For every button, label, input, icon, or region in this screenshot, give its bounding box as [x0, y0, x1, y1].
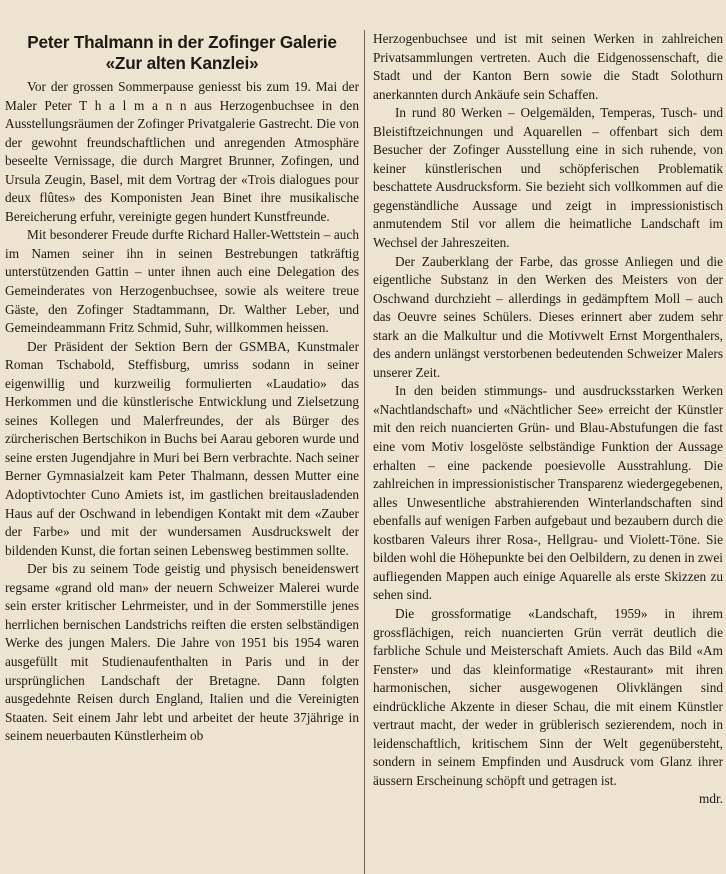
- headline-line-2: «Zur alten Kanzlei»: [105, 53, 259, 73]
- paragraph-collections: Herzogenbuchsee und ist mit seinen Werken in zahlreichen Privatsammlungen vertreten. Auch die Eidgenossenschaft, die Stadt und der Kanton Bern sowie die Stadt Solothurn anerkannten durch Ankäufe sein Schaffen.: [373, 31, 723, 102]
- paragraph-night-landscapes: In den beiden stimmungs- und ausdrucksstarken Werken «Nachtlandschaft» und «Nächtlicher See» erreicht der Künstler mit den reich nuancierten Grün- und Blau-Abstufungen die fast eine vom Motiv losgelöste selbständige Funktion der Aussage erhalten – eine packende poesievolle Ausstrahlung. Die zahlreichen in impressionistischer Transparenz wiedergegebenen, alles Unwesentliche abstrahierenden Winterlandschaften sind ebenfalls auf wenigen Farben aufgebaut und bezaubern durch die kostbaren Valeurs ihrer Rosa-, Hellgrau- und Violett-Töne. Sie bilden wohl die Höhepunkte bei den Oelbildern, zu denen in zwei aufliegenden Mappen auch einige Aquarelle als erste Skizzen zu sehen sind.: [373, 383, 723, 603]
- right-column: [369, 30, 723, 809]
- column-divider: [364, 30, 365, 874]
- article-headline: [5, 32, 359, 74]
- paragraph-welcome: Mit besonderer Freude durfte Richard Haller-Wettstein – auch im Namen seiner ihn in seinen Bestrebungen tatkräftig unterstützenden Gattin – unter ihnen auch eine Delegation des Gemeinderates von Herzogenbuchsee, sowie als weitere treue Gäste, den Zofinger Stadtammann, Dr. Walther Leber, und Gemeindeammann Fritz Schmid, Suhr, willkommen heissen.: [5, 227, 359, 336]
- paragraph-laudatio: Der Präsident der Sektion Bern der GSMBA, Kunstmaler Roman Tschabold, Steffisburg, umriss sodann in seiner eigenwillig und kurzweilig formulierten «Laudatio» das Herkommen und die künstlerische Entwicklung und Zielsetzung seines Kollegen und Malerfreundes, der als Bürger des zürcherischen Bertschikon in Buchs bei Aarau geboren wurde und seine ersten Jugendjahre in Muri bei Bern verbrachte. Nach seiner Berner Gymnasialzeit kam Peter Thalmann, dessen Mutter eine Adoptivtochter Cuno Amiets ist, im gastlichen breitausladenden Haus auf der Oschwand in lebendigen Kontakt mit dem «Zauber der Farbe» und mit der wundersamen Ausdruckswelt der bildenden Kunst, die fortan seinen Lebensweg bestimmen sollte.: [5, 338, 359, 558]
- paragraph-large-format: Die grossformatige «Landschaft, 1959» in ihrem grossflächigen, reich nuancierten Grün verrät deutlich die farbliche Schule und Meisterschaft Amiets. Auch das Bild «Am Fenster» und das kleinformatige «Restaurant» mit ihren harmonischen, sicher ausgewogenen Olivklängen sind eindrückliche Akzente in dieser Schau, die mit einem Künstler vertraut macht, der weder in grüblerisch sezierendem, noch in leidenschaftlich, kritischem Sinn der Welt gegenübersteht, sondern in seinem Empfinden und Ausdruck vom Glanz ihrer äussern Erscheinung schöpft und getragen ist.: [373, 605, 723, 788]
- headline-line-1: Peter Thalmann in der Zofinger Galerie: [27, 32, 337, 52]
- author-signature: mdr.: [698, 791, 723, 807]
- paragraph-colour: Der Zauberklang der Farbe, das grosse Anliegen und die eigentliche Substanz in den Werken des Meisters von der Oschwand durchzieht – allerdings in gedämpftem Moll – auch das Oeuvre seines Schülers. Dieses erinnert aber zudem sehr stark an die Malkultur und die Motivwelt Ernst Morgenthalers, des andern unlängst verstorbenen bedeutenden Schweizer Malers unserer Zeit.: [373, 253, 723, 380]
- paragraph-works: In rund 80 Werken – Oelgemälden, Temperas, Tusch- und Bleistiftzeichnungen und Aquarellen – offenbart sich dem Besucher der Zofinger Ausstellung eine in sich ruhende, von keiner künstlerischen und schöpferischen Problematik beschattete Ausdrucksform. Sie bezieht sich vollkommen auf die gegenständliche Aussage und zeigt in impressionistisch anmutendem Stil vor allem die heimatliche Landschaft im Wechsel der Jahreszeiten.: [373, 105, 723, 251]
- left-column-body: [5, 78, 359, 746]
- paragraph-intro: Vor der grossen Sommerpause geniesst bis zum 19. Mai der Maler Peter T h a l m a n n aus Herzogenbuchsee in den Ausstellungsräumen der Zofinger Privatgalerie Gastrecht. Die von der gewohnt freundschaftlichen und anregenden Atmosphäre beseelte Vernissage, die durch Margret Brunner, Zofingen, und Ursula Zeugin, Basel, mit dem Vortrag der «Trois dialogues pour deux flûtes» des Komponisten Jean Binet ihre musikalische Bereicherung erfuhr, vereinigte gegen hundert Kunstfreunde.: [5, 79, 359, 224]
- paragraph-biography: Der bis zu seinem Tode geistig und physisch beneidenswert regsame «grand old man» der neuern Schweizer Malerei wurde sein erster kritischer Lehrmeister, und in der Sommerstille jenes herrlichen bernischen Landstrichs reiften die ersten selbständigen Werke des jungen Malers. Die Jahre von 1951 bis 1954 waren ausgefüllt mit Studienaufenthalten in Paris und in der ursprünglichen Landschaft der Bretagne. Dann folgten ausgedehnte Reisen durch England, Italien und die Vereinigten Staaten. Seit einem Jahr lebt und arbeitet der heute 37jährige in seinem neuerbauten Künstlerheim ob: [5, 561, 359, 744]
- left-column: [5, 30, 363, 746]
